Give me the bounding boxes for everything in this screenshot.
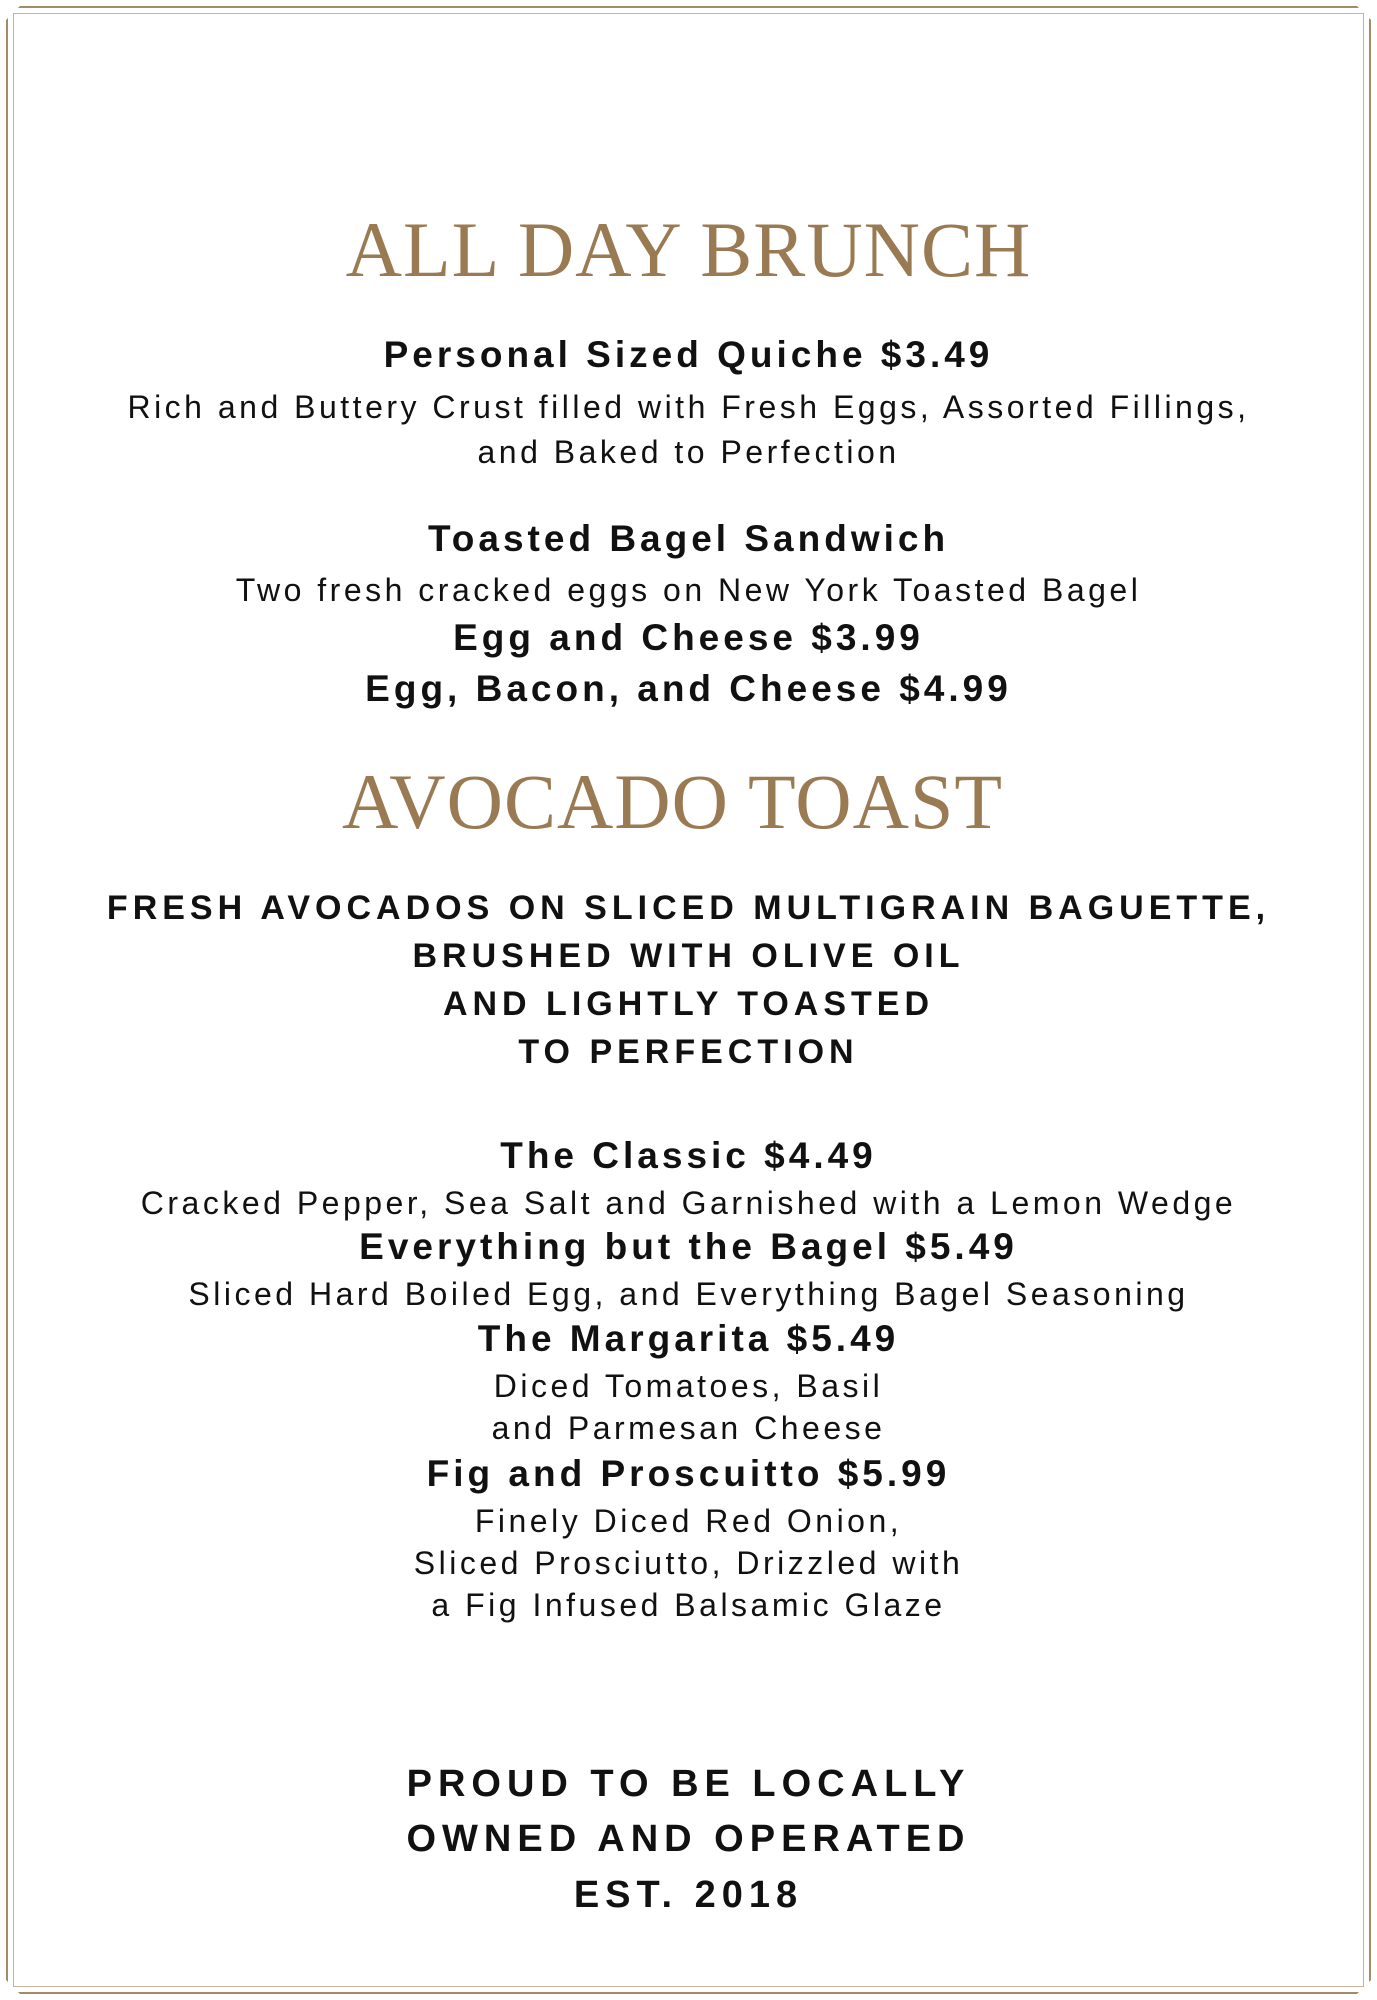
footer-est: EST. 2018 [573,1874,804,1916]
fig-desc-line2: Sliced Prosciutto, Drizzled with [413,1545,964,1581]
footer-line1: PROUD TO BE LOCALLY [406,1763,971,1805]
avocado-intro-line4: TO PERFECTION [518,1033,859,1071]
fig-desc-line3: a Fig Infused Balsamic Glaze [431,1587,946,1623]
brunch-heading: ALL DAY BRUNCH [345,206,1032,293]
fig-title: Fig and Proscuitto $5.99 [426,1453,951,1494]
quiche-desc-line2: and Baked to Perfection [477,434,900,470]
footer-line2: OWNED AND OPERATED [406,1818,971,1860]
bagel-option-egg-bacon-cheese: Egg, Bacon, and Cheese $4.99 [365,668,1012,709]
avocado-intro-line3: AND LIGHTLY TOASTED [442,985,935,1023]
everything-title: Everything but the Bagel $5.49 [359,1226,1018,1267]
quiche-desc-line1: Rich and Buttery Crust filled with Fresh Eggs, Assorted Fillings, [127,389,1250,425]
everything-desc: Sliced Hard Boiled Egg, and Everything Bagel Seasoning [188,1276,1189,1312]
bagel-title: Toasted Bagel Sandwich [427,518,950,559]
avocado-heading: AVOCADO TOAST [342,758,1003,845]
fig-desc-line1: Finely Diced Red Onion, [474,1503,903,1539]
bagel-option-egg-cheese: Egg and Cheese $3.99 [453,617,924,658]
bagel-desc: Two fresh cracked eggs on New York Toasted Bagel [235,572,1142,608]
avocado-intro-line2: BRUSHED WITH OLIVE OIL [412,937,965,975]
margarita-title: The Margarita $5.49 [477,1318,900,1359]
classic-title: The Classic $4.49 [500,1135,877,1176]
avocado-intro-line1: FRESH AVOCADOS ON SLICED MULTIGRAIN BAGUETTE, [106,889,1271,927]
margarita-desc-line2: and Parmesan Cheese [491,1410,886,1446]
margarita-desc-line1: Diced Tomatoes, Basil [493,1368,884,1404]
quiche-title: Personal Sized Quiche $3.49 [383,334,994,375]
classic-desc: Cracked Pepper, Sea Salt and Garnished with a Lemon Wedge [140,1185,1237,1221]
